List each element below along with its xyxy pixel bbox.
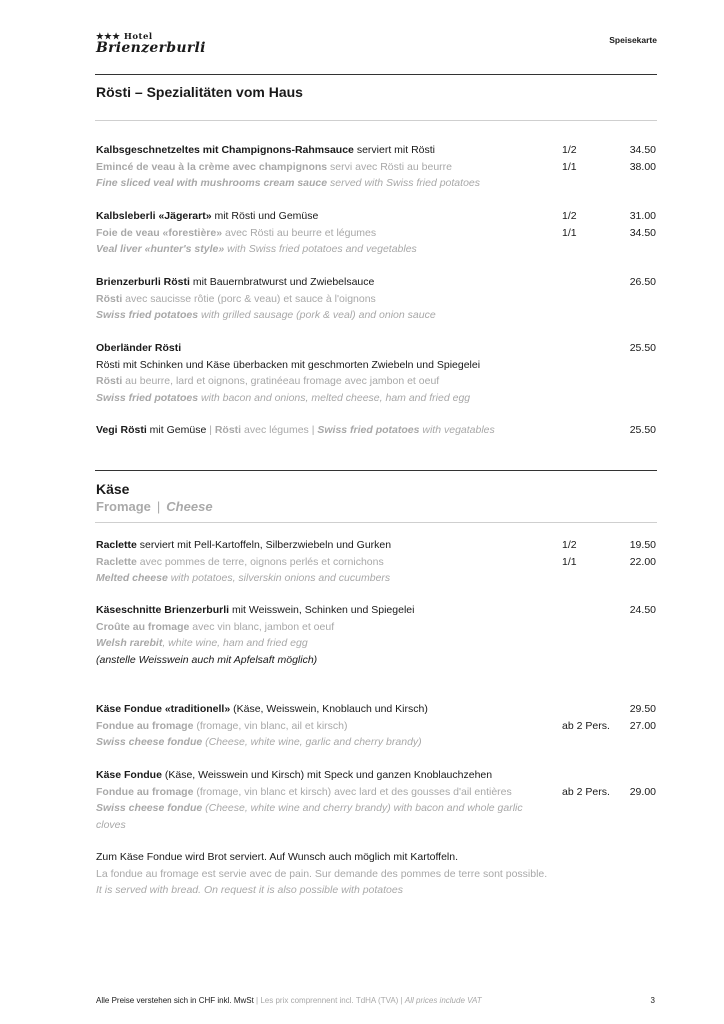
hotel-stars-label: ★★★ Hotel bbox=[96, 32, 153, 42]
item-name-fr: Rösti bbox=[96, 292, 123, 305]
item-name-en: Fine sliced veal with mushrooms cream sauce bbox=[96, 177, 328, 189]
menu-item bbox=[96, 701, 658, 751]
subtitle-fr: Fromage bbox=[96, 499, 151, 514]
price: 34.50 bbox=[629, 226, 656, 239]
menu-item bbox=[96, 767, 658, 833]
item-desc-fr: (fromage, vin blanc et kirsch) avec lard et des gousses d'ail entières bbox=[193, 785, 512, 798]
section-divider bbox=[95, 120, 657, 121]
item-name-de: Käse Fondue bbox=[96, 769, 162, 781]
item-name-en: Veal liver «hunter's style» bbox=[96, 243, 225, 255]
item-desc-fr: avec légumes bbox=[241, 424, 309, 436]
item-desc-de: mit Rösti und Gemüse bbox=[211, 210, 319, 222]
item-desc-en: with bacon and onions, melted cheese, ham and fried egg bbox=[198, 391, 471, 404]
footer-price-note bbox=[96, 996, 482, 1005]
portion-size: 1/1 bbox=[562, 160, 577, 173]
portion-size: 1/2 bbox=[562, 144, 577, 156]
item-desc-de: mit Weisswein, Schinken und Spiegelei bbox=[229, 604, 415, 616]
item-name-en: Melted cheese bbox=[96, 572, 168, 584]
item-note: (anstelle Weisswein auch mit Apfelsaft möglich) bbox=[96, 653, 318, 666]
item-desc-en: with Swiss fried potatoes and vegetables bbox=[224, 243, 417, 255]
item-desc-fr: au beurre, lard et oignons, gratinéeau fromage avec jambon et oeuf bbox=[122, 375, 440, 387]
portion-size: 1/2 bbox=[562, 539, 577, 551]
menu-item bbox=[96, 602, 658, 668]
item-desc-fr: servi avec Rösti au beurre bbox=[327, 160, 452, 173]
header-divider bbox=[95, 74, 657, 75]
section-divider bbox=[95, 470, 657, 471]
item-name-fr: Fondue au fromage bbox=[96, 785, 194, 798]
portion-size: 1/2 bbox=[562, 210, 577, 222]
item-name-fr: Rösti bbox=[214, 424, 242, 436]
item-desc-de: mit Bauernbratwurst und Zwiebelsauce bbox=[189, 276, 375, 288]
item-name-de: Oberländer Rösti bbox=[96, 342, 182, 354]
item-name-de: Kalbsgeschnetzeltes mit Champignons-Rahmsauce bbox=[96, 144, 354, 156]
price: 22.00 bbox=[629, 555, 656, 568]
document-label: Speisekarte bbox=[609, 35, 657, 45]
menu-item bbox=[96, 142, 658, 192]
menu-item bbox=[96, 537, 658, 587]
price: 25.50 bbox=[629, 342, 656, 354]
footer-separator: | bbox=[253, 996, 261, 1005]
footer-fr: Les prix comprennent incl. TdHA (TVA) bbox=[260, 996, 399, 1005]
item-desc-en: , white wine, ham and fried egg bbox=[162, 637, 308, 649]
item-name-de: Kalbsleberli «Jägerart» bbox=[96, 210, 212, 222]
section-title-kase: Käse bbox=[96, 481, 130, 497]
section-title-rosti: Rösti – Spezialitäten vom Haus bbox=[96, 84, 303, 100]
price: 34.50 bbox=[629, 144, 656, 156]
subtitle-separator: | bbox=[156, 499, 161, 514]
item-name-fr: Rösti bbox=[96, 375, 123, 387]
language-separator: | bbox=[308, 424, 318, 436]
item-desc-de: Rösti mit Schinken und Käse überbacken mit geschmorten Zwiebeln und Spiegelei bbox=[96, 358, 481, 371]
item-desc-en: with potatoes, silverskin onions and cucumbers bbox=[167, 572, 391, 584]
item-desc-de: (Käse, Weisswein und Kirsch) mit Speck und ganzen Knoblauchzehen bbox=[161, 769, 493, 781]
item-desc-en-continued: cloves bbox=[96, 818, 126, 831]
price: 29.00 bbox=[629, 785, 656, 798]
note-en: It is served with bread. On request it is also possible with potatoes bbox=[96, 884, 403, 896]
section-subtitle bbox=[96, 499, 213, 514]
item-desc-fr: avec saucisse rôtie (porc & veau) et sauce à l'oignons bbox=[122, 292, 376, 305]
hotel-logo: Brienzerburli bbox=[96, 40, 206, 56]
item-desc-fr: avec Rösti au beurre et légumes bbox=[222, 226, 377, 239]
item-name-de: Vegi Rösti bbox=[96, 424, 147, 436]
item-desc-en: with vegatables bbox=[419, 424, 495, 436]
footer-en: All prices include VAT bbox=[404, 996, 482, 1005]
portion-size: ab 2 Pers. bbox=[562, 785, 610, 798]
price: 29.50 bbox=[629, 703, 656, 715]
item-desc-en: with grilled sausage (pork & veal) and onion sauce bbox=[198, 309, 436, 321]
item-desc-de: mit Gemüse bbox=[146, 424, 207, 436]
price: 26.50 bbox=[629, 276, 656, 288]
item-name-en: Swiss cheese fondue bbox=[96, 736, 203, 748]
item-name-en: Swiss cheese fondue bbox=[96, 802, 203, 814]
language-separator: | bbox=[206, 424, 215, 436]
section-divider bbox=[95, 522, 657, 523]
menu-item bbox=[96, 340, 658, 406]
item-desc-fr: avec vin blanc, jambon et oeuf bbox=[189, 620, 335, 633]
note-fr: La fondue au fromage est servie avec de pain. Sur demande des pommes de terre sont possible. bbox=[96, 867, 548, 880]
item-name-fr: Fondue au fromage bbox=[96, 719, 194, 732]
price: 25.50 bbox=[629, 424, 656, 436]
item-desc-de: (Käse, Weisswein, Knoblauch und Kirsch) bbox=[230, 703, 428, 715]
fondue-bread-note bbox=[96, 849, 658, 899]
item-desc-de: serviert mit Pell-Kartoffeln, Silberzwiebeln und Gurken bbox=[136, 539, 392, 551]
portion-size: 1/1 bbox=[562, 555, 577, 568]
subtitle-en: Cheese bbox=[166, 499, 213, 514]
note-de: Zum Käse Fondue wird Brot serviert. Auf Wunsch auch möglich mit Kartoffeln. bbox=[96, 851, 459, 863]
menu-item bbox=[96, 422, 658, 439]
item-name-en: Swiss fried potatoes bbox=[96, 391, 199, 404]
item-name-fr: Raclette bbox=[96, 555, 137, 568]
item-desc-en: (Cheese, white wine and cherry brandy) with bacon and whole garlic bbox=[202, 802, 523, 814]
item-name-de: Brienzerburli Rösti bbox=[96, 276, 190, 288]
item-desc-en: (Cheese, white wine, garlic and cherry brandy) bbox=[202, 736, 422, 748]
item-name-en: Swiss fried potatoes bbox=[317, 424, 420, 436]
menu-item bbox=[96, 274, 658, 324]
item-name-fr: Croûte au fromage bbox=[96, 620, 190, 633]
portion-size: ab 2 Pers. bbox=[562, 719, 610, 732]
item-name-fr: Foie de veau «forestière» bbox=[96, 226, 223, 239]
page-number: 3 bbox=[650, 996, 655, 1005]
price: 31.00 bbox=[629, 210, 656, 222]
footer-de: Alle Preise verstehen sich in CHF inkl. MwSt bbox=[96, 996, 254, 1005]
item-desc-fr: avec pommes de terre, oignons perlés et cornichons bbox=[136, 555, 384, 568]
price: 19.50 bbox=[629, 539, 656, 551]
price: 38.00 bbox=[629, 160, 656, 173]
price: 24.50 bbox=[629, 604, 656, 616]
item-name-de: Käseschnitte Brienzerburli bbox=[96, 604, 230, 616]
price: 27.00 bbox=[629, 719, 656, 732]
item-desc-en: served with Swiss fried potatoes bbox=[327, 177, 480, 189]
item-desc-fr: (fromage, vin blanc, ail et kirsch) bbox=[193, 719, 348, 732]
menu-item bbox=[96, 208, 658, 258]
item-name-fr: Emincé de veau à la crème avec champignons bbox=[96, 160, 328, 173]
portion-size: 1/1 bbox=[562, 226, 577, 239]
item-desc-de: serviert mit Rösti bbox=[353, 144, 435, 156]
item-name-de: Raclette bbox=[96, 539, 137, 551]
footer-separator: | bbox=[398, 996, 405, 1005]
item-name-en: Swiss fried potatoes bbox=[96, 309, 199, 321]
item-name-en: Welsh rarebit bbox=[96, 637, 163, 649]
item-name-de: Käse Fondue «traditionell» bbox=[96, 703, 231, 715]
